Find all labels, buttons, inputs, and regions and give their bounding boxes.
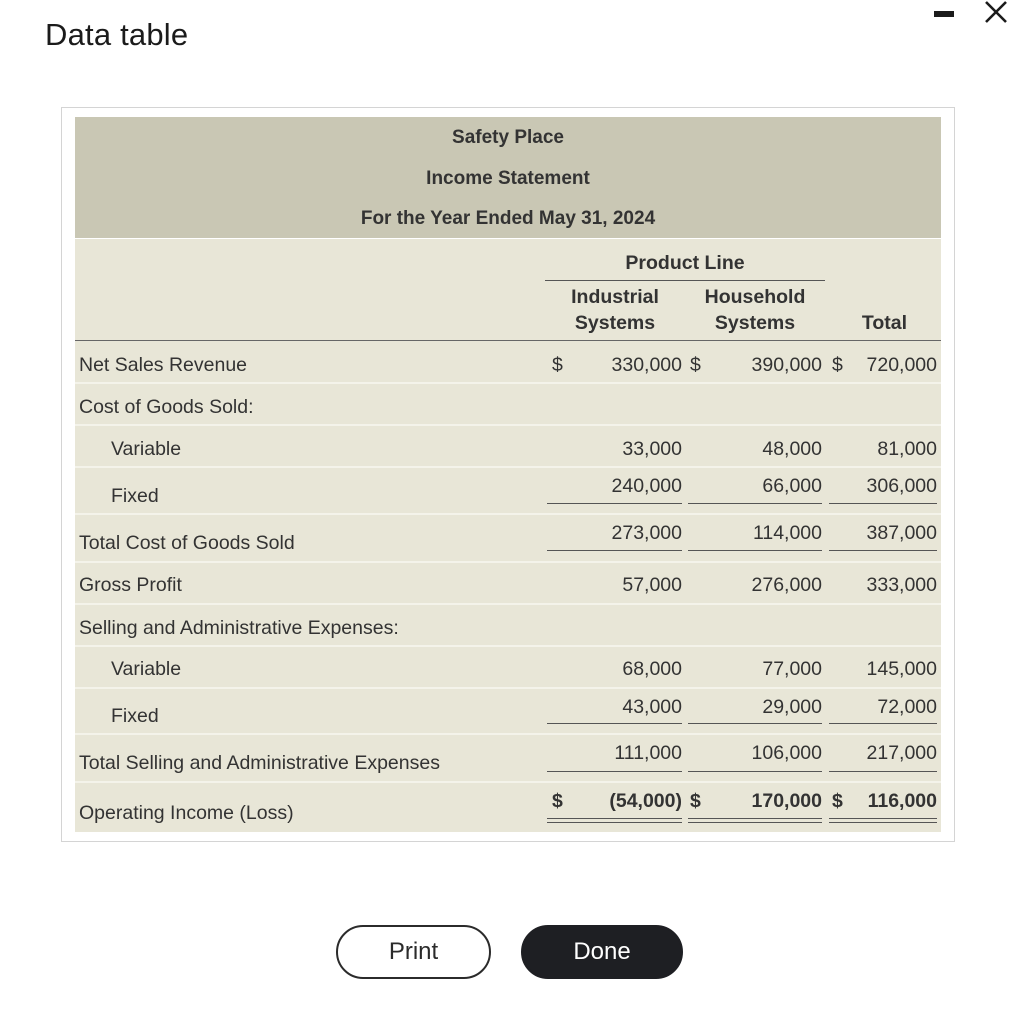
industrial-header-line2: Systems (574, 312, 656, 334)
row-label: Total Cost of Goods Sold (79, 532, 295, 554)
currency-symbol: $ (552, 354, 563, 376)
industrial-value: 111,000 (614, 742, 682, 764)
subtotal-underline (547, 503, 682, 504)
subtotal-underline (829, 723, 937, 724)
row-label: Variable (111, 438, 182, 460)
row-separator (75, 733, 941, 735)
household-value: 66,000 (762, 475, 822, 497)
subtotal-underline (547, 550, 682, 551)
statement-name: Income Statement (426, 168, 590, 189)
household-value: 106,000 (751, 742, 822, 764)
row-label: Fixed (111, 485, 159, 507)
subtotal-underline (829, 771, 937, 772)
minus-icon (934, 11, 954, 17)
close-icon (978, 0, 1014, 30)
row-label: Fixed (111, 705, 159, 727)
total-value: 306,000 (866, 475, 937, 497)
row-label: Operating Income (Loss) (79, 802, 294, 824)
total-value: 720,000 (866, 354, 937, 376)
row-separator (75, 561, 941, 563)
industrial-value: 68,000 (622, 658, 682, 680)
currency-symbol: $ (690, 790, 701, 812)
total-value: 333,000 (866, 574, 937, 596)
subtotal-underline (829, 503, 937, 504)
row-separator (75, 687, 941, 689)
row-label: Net Sales Revenue (79, 354, 248, 376)
row-separator (75, 603, 941, 605)
double-underline (688, 822, 822, 823)
statement-header (75, 117, 941, 238)
row-label: Variable (111, 658, 182, 680)
household-header-line1: Household (704, 286, 806, 308)
household-header-line2: Systems (714, 312, 796, 334)
subtotal-underline (688, 723, 822, 724)
currency-symbol: $ (690, 354, 701, 376)
statement-period: For the Year Ended May 31, 2024 (360, 208, 656, 229)
total-value: 72,000 (877, 696, 937, 718)
row-separator (75, 382, 941, 384)
total-value: 81,000 (877, 438, 937, 460)
row-separator (75, 781, 941, 783)
subtotal-underline (547, 771, 682, 772)
double-underline (829, 822, 937, 823)
done-button[interactable]: Done (521, 925, 683, 979)
industrial-value: 43,000 (622, 696, 682, 718)
dialog-title: Data table (45, 17, 189, 52)
industrial-value: 33,000 (622, 438, 682, 460)
double-underline (829, 818, 937, 819)
industrial-value: 273,000 (611, 522, 682, 544)
industrial-value: 240,000 (611, 475, 682, 497)
household-value: 170,000 (751, 790, 822, 812)
household-value: 276,000 (751, 574, 822, 596)
household-value: 29,000 (762, 696, 822, 718)
industrial-value: 330,000 (611, 354, 682, 376)
section-label: Selling and Administrative Expenses: (79, 617, 399, 639)
industrial-value: 57,000 (622, 574, 682, 596)
subtotal-underline (688, 550, 822, 551)
subtotal-underline (688, 503, 822, 504)
header-underline (545, 280, 825, 281)
double-underline (547, 822, 682, 823)
row-separator (75, 424, 941, 426)
total-value: 116,000 (867, 790, 937, 812)
row-label: Gross Profit (79, 574, 182, 596)
household-value: 77,000 (762, 658, 822, 680)
total-header: Total (861, 312, 907, 334)
minimize-button[interactable] (925, 0, 965, 30)
double-underline (547, 818, 682, 819)
industrial-value: (54,000) (609, 790, 682, 812)
total-value: 145,000 (866, 658, 937, 680)
industrial-header-line1: Industrial (571, 286, 659, 308)
currency-symbol: $ (832, 790, 843, 812)
print-button[interactable]: Print (336, 925, 491, 979)
household-value: 48,000 (762, 438, 822, 460)
currency-symbol: $ (552, 790, 563, 812)
subtotal-underline (829, 550, 937, 551)
household-value: 390,000 (751, 354, 822, 376)
row-separator (75, 466, 941, 468)
row-label: Total Selling and Administrative Expenses (79, 752, 440, 774)
total-value: 217,000 (866, 742, 937, 764)
household-value: 114,000 (752, 522, 822, 544)
row-separator (75, 513, 941, 515)
header-bottom-rule (75, 340, 941, 341)
row-separator (75, 645, 941, 647)
double-underline (688, 818, 822, 819)
section-label: Cost of Goods Sold: (79, 396, 254, 418)
total-value: 387,000 (866, 522, 937, 544)
company-name: Safety Place (452, 127, 564, 148)
subtotal-underline (547, 723, 682, 724)
currency-symbol: $ (832, 354, 843, 376)
product-line-header: Product Line (625, 252, 745, 274)
close-button[interactable] (978, 0, 1014, 30)
subtotal-underline (688, 771, 822, 772)
